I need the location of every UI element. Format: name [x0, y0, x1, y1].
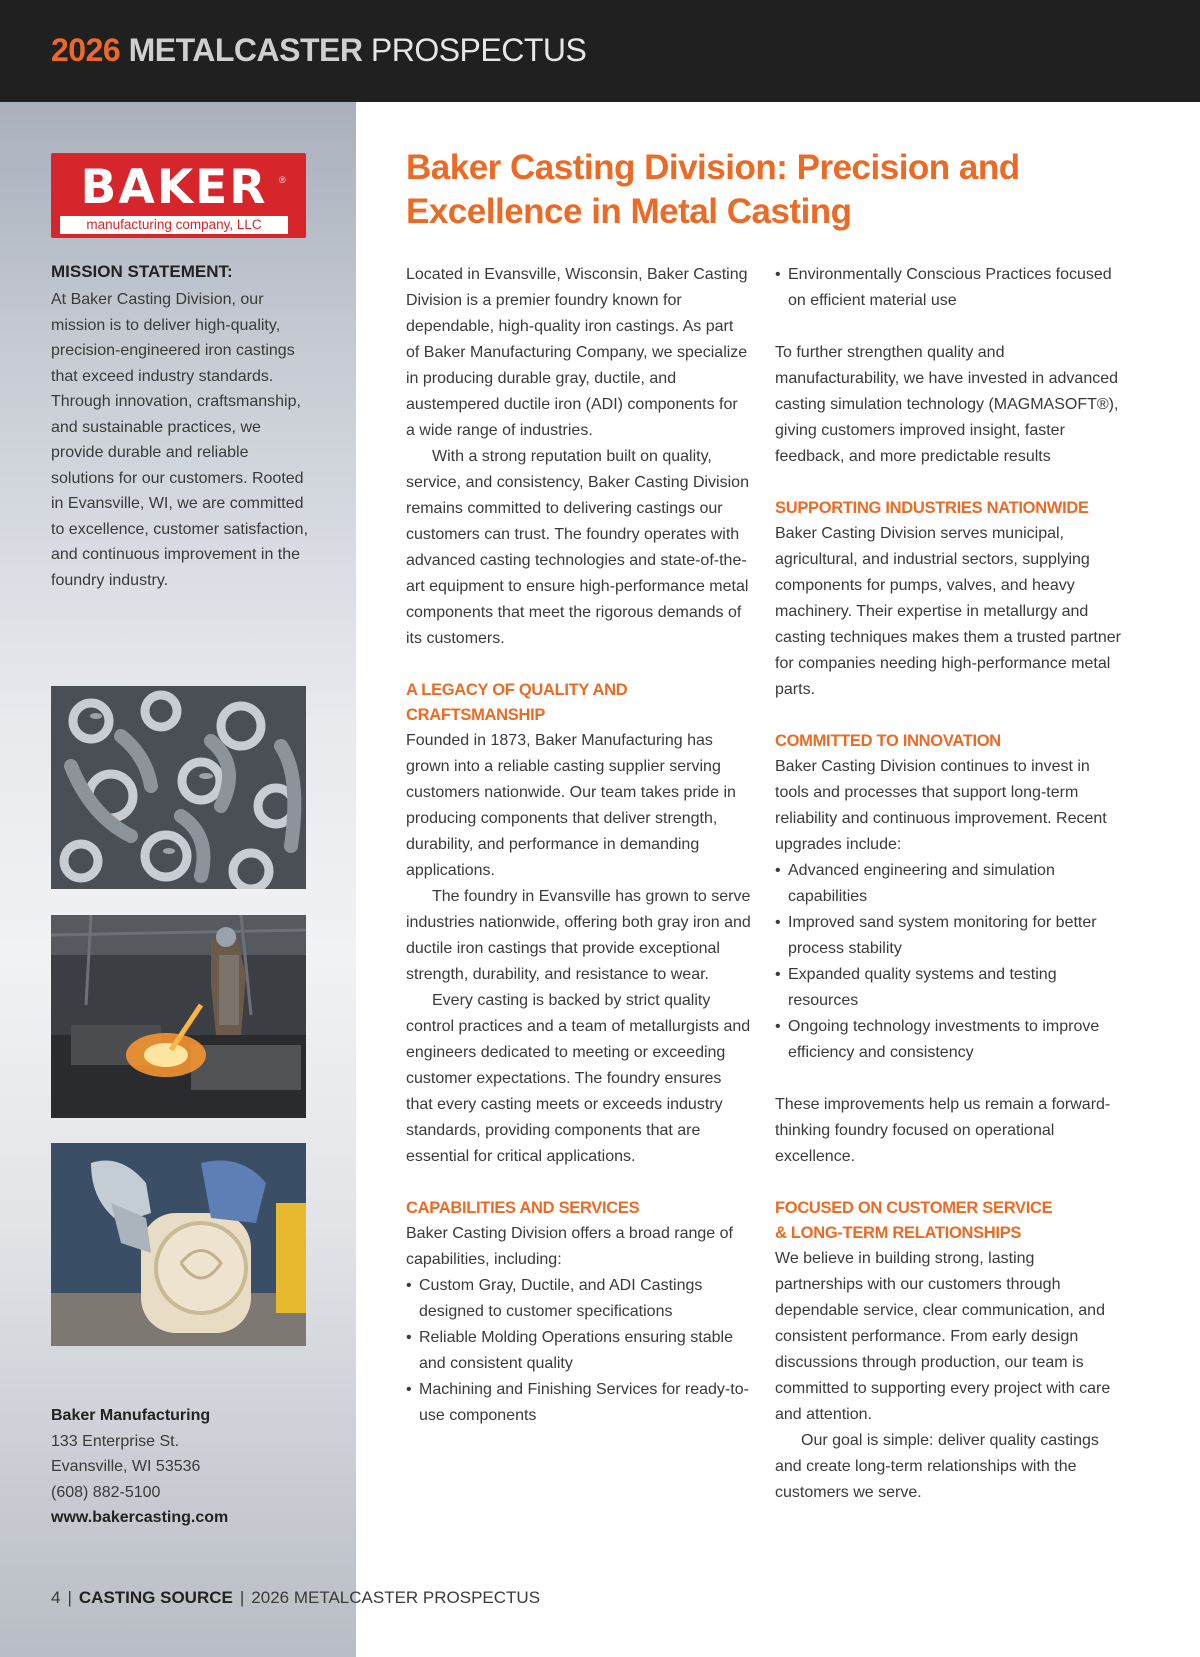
legacy-paragraph-2: The foundry in Evansville has grown to serve industries nationwide, offering both gray iron and ductile iron castings that provide exceptional strength, durability, and resistance to wear. — [406, 888, 751, 983]
innovation-paragraph: Baker Casting Division continues to invest in tools and processes that support long-term reliability and continuous improvement. Recent upgrades include: — [775, 758, 1107, 853]
list-item: • Machining and Finishing Services for ready-to-use components — [406, 1377, 751, 1429]
footer-publication: CASTING SOURCE — [78, 1588, 233, 1607]
page-footer — [51, 1586, 540, 1610]
logo-subtitle: manufacturing company, LLC — [60, 216, 288, 234]
mission-title: MISSION STATEMENT: — [51, 262, 233, 281]
list-item: • Expanded quality systems and testing resources — [775, 962, 1125, 1014]
contact-website-link[interactable]: www.bakercasting.com — [51, 1509, 229, 1526]
service-heading-line-1: FOCUSED ON CUSTOMER SERVICE — [775, 1199, 1053, 1217]
list-item: • Custom Gray, Ductile, and ADI Castings designed to customer specifications — [406, 1273, 751, 1325]
article-column-left — [406, 262, 751, 1429]
header-bar — [0, 0, 1200, 102]
article-title: Baker Casting Division: Precision and Excellence in Metal Casting — [406, 148, 1020, 231]
logo-registered-mark: ® — [279, 175, 286, 185]
legacy-heading: A LEGACY OF QUALITY AND CRAFTSMANSHIP — [406, 681, 628, 724]
contact-block — [51, 1403, 228, 1531]
capabilities-intro: Baker Casting Division offers a broad range of capabilities, including: — [406, 1225, 733, 1268]
intro-paragraph-2: With a strong reputation built on quality, service, and consistency, Baker Casting Division remains committed to delivering castings our customers can trust. The foundry operates with advanced casting technologies and state-of-the-art equipment to ensure high-performance metal components that meet the rigorous demands of its customers. — [406, 448, 749, 647]
service-paragraph-2: Our goal is simple: deliver quality castings and create long-term relationships with the customers we serve. — [775, 1432, 1099, 1501]
list-item: • Environmentally Conscious Practices focused on efficient material use — [775, 262, 1125, 314]
page-number: 4 — [51, 1588, 61, 1607]
header-rest: PROSPECTUS — [370, 32, 587, 68]
footer-issue: 2026 METALCASTER PROSPECTUS — [251, 1588, 541, 1607]
footer-separator: | — [67, 1588, 72, 1607]
service-heading-line-2: & LONG-TERM RELATIONSHIPS — [775, 1224, 1022, 1242]
contact-street: 133 Enterprise St. — [51, 1432, 180, 1450]
mission-text: At Baker Casting Division, our mission is to deliver high-quality, precision-engineered iron castings that exceed industry standards. Through innovation, craftsmanship, and sustainable practices, we provide durable and reliable solutions for our customers. Rooted in Evansville, WI, we are committed to excellence, customer satisfaction, and continuous improvement in the foundry industry. — [51, 291, 309, 589]
foundry-pouring-photo — [51, 915, 306, 1118]
intro-paragraph-1: Located in Evansville, Wisconsin, Baker Casting Division is a premier foundry known for dependable, high-quality iron castings. As part of Baker Manufacturing Company, we specialize in producing durable gray, ductile, and austempered ductile iron (ADI) components for a wide range of industries. — [406, 266, 748, 439]
article-column-right — [775, 262, 1125, 1506]
sand-core-photo — [51, 1143, 306, 1346]
legacy-paragraph-3: Every casting is backed by strict quality control practices and a team of metallurgists and engineers dedicated to meeting or exceeding customer expectations. The foundry ensures that every casting meets or exceeds industry standards, providing components that are essential for critical applications. — [406, 992, 751, 1165]
logo-wordmark: BAKER — [80, 160, 268, 215]
supporting-paragraph: Baker Casting Division serves municipal, agricultural, and industrial sectors, supplying components for pumps, valves, and heavy machinery. Their expertise in metallurgy and casting techniques makes them a trusted partner for companies needing high-performance metal parts. — [775, 525, 1121, 698]
list-item: • Ongoing technology investments to improve efficiency and consistency — [775, 1014, 1125, 1066]
contact-company: Baker Manufacturing — [51, 1407, 211, 1424]
list-item: • Improved sand system monitoring for better process stability — [775, 910, 1125, 962]
capabilities-list — [406, 1273, 751, 1429]
innovation-closing: These improvements help us remain a forward-thinking foundry focused on operational excellence. — [775, 1096, 1111, 1165]
footer-separator: | — [239, 1588, 245, 1607]
service-paragraph-1: We believe in building strong, lasting partnerships with our customers through dependable service, clear communication, and consistent performance. From early design discussions through production, our team is committed to supporting every project with care and attention. — [775, 1250, 1111, 1423]
innovation-heading: COMMITTED TO INNOVATION — [775, 732, 1001, 750]
supporting-heading: SUPPORTING INDUSTRIES NATIONWIDE — [775, 499, 1089, 517]
capabilities-list-continued — [775, 262, 1125, 314]
magmasoft-paragraph: To further strengthen quality and manufacturability, we have invested in advanced casting simulation technology (MAGMASOFT®), giving customers improved insight, faster feedback, and more predictable results — [775, 344, 1119, 465]
header-brand: METALCASTER — [128, 32, 363, 68]
capabilities-heading: CAPABILITIES AND SERVICES — [406, 1199, 640, 1217]
innovation-list — [775, 858, 1125, 1066]
list-item: • Reliable Molding Operations ensuring stable and consistent quality — [406, 1325, 751, 1377]
contact-city: Evansville, WI 53536 — [51, 1458, 201, 1475]
baker-logo — [51, 153, 306, 238]
publication-title — [51, 28, 586, 72]
list-item: • Advanced engineering and simulation capabilities — [775, 858, 1125, 910]
header-year: 2026 — [51, 32, 121, 68]
castings-pile-photo — [51, 686, 306, 889]
contact-phone: (608) 882-5100 — [51, 1483, 161, 1501]
legacy-paragraph-1: Founded in 1873, Baker Manufacturing has grown into a reliable casting supplier serving customers nationwide. Our team takes pride in producing components that deliver strength, durability, and performance in demanding applications. — [406, 732, 736, 879]
